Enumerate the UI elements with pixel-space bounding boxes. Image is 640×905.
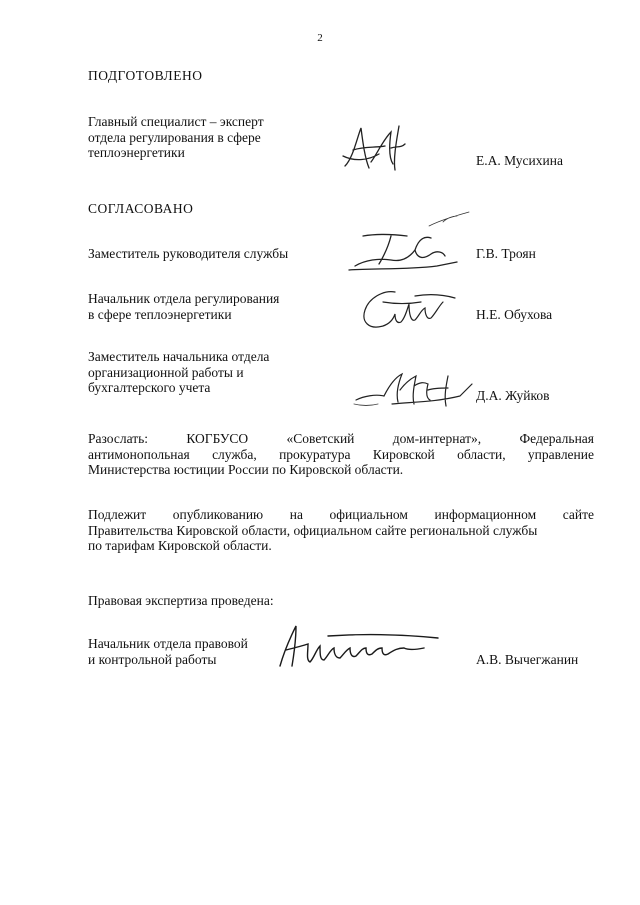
position-line: Заместитель руководителя службы [88, 246, 289, 261]
prepared-heading: ПОДГОТОВЛЕНО [88, 68, 203, 83]
text-word: управление [527, 446, 594, 462]
position-line: организационной работы и [88, 364, 244, 380]
distribution-line [88, 447, 594, 463]
position-line: в сфере теплоэнергетики [88, 306, 232, 322]
text-word: КОГБУСО [186, 431, 249, 446]
signer-position [88, 246, 288, 262]
signer-name: Д.А. Жуйков [476, 388, 550, 403]
signature-obukhova [355, 284, 475, 336]
page-number: 2 [317, 32, 323, 44]
distribution-block [88, 431, 594, 478]
prepared-name: Е.А. Мусихина [476, 153, 563, 168]
signer-name: Н.Е. Обухова [476, 307, 553, 322]
text-word: «Советский [286, 431, 355, 446]
signature-zhuikov [352, 366, 482, 414]
publication-line [88, 507, 594, 523]
text-word: дом-интернат», [392, 431, 482, 446]
publication-line: Правительства Кировской области, официальном сайте региональной службы [88, 522, 538, 538]
text-word: антимонопольная [88, 446, 190, 462]
legal-review-statement: Правовая экспертиза проведена: [88, 593, 274, 608]
text-word: официальном [329, 507, 408, 522]
position-line: Начальник отдела регулирования [88, 291, 280, 306]
text-word: Кировской [372, 446, 435, 462]
position-line: Заместитель начальника отдела [88, 349, 270, 364]
text-word: области, [457, 446, 506, 462]
position-line: и контрольной работы [88, 651, 217, 667]
text-word: Разослать: [88, 431, 149, 446]
publication-block [88, 507, 594, 554]
text-word: информационном [434, 507, 537, 522]
signature-vychegzhanin [268, 622, 443, 672]
distribution-line: Министерства юстиции России по Кировской области. [88, 462, 404, 477]
signer-position [88, 291, 279, 322]
position-line: Главный специалист – эксперт [88, 114, 264, 129]
text-word: прокуратура [279, 446, 351, 462]
legal-review-name: А.В. Вычегжанин [476, 652, 579, 667]
signature-musikhina [335, 118, 425, 178]
position-line: бухгалтерского учета [88, 380, 211, 395]
text-word: Федеральная [519, 431, 594, 446]
text-word: на [289, 507, 303, 522]
text-word: опубликованию [172, 507, 264, 522]
legal-review-position [88, 636, 248, 667]
position-line: теплоэнергетики [88, 145, 185, 160]
position-line: отдела регулирования в сфере [88, 129, 261, 145]
prepared-position [88, 114, 328, 161]
signer-position [88, 349, 269, 396]
text-word: служба, [212, 446, 257, 462]
text-word: сайте [562, 507, 594, 522]
text-word: Подлежит [88, 507, 147, 522]
position-line: Начальник отдела правовой [88, 636, 248, 651]
distribution-line [88, 431, 594, 447]
agreed-heading: СОГЛАСОВАНО [88, 201, 194, 216]
signer-name: Г.В. Троян [476, 246, 536, 261]
publication-line: по тарифам Кировской области. [88, 538, 272, 553]
signature-troyan [345, 208, 475, 280]
